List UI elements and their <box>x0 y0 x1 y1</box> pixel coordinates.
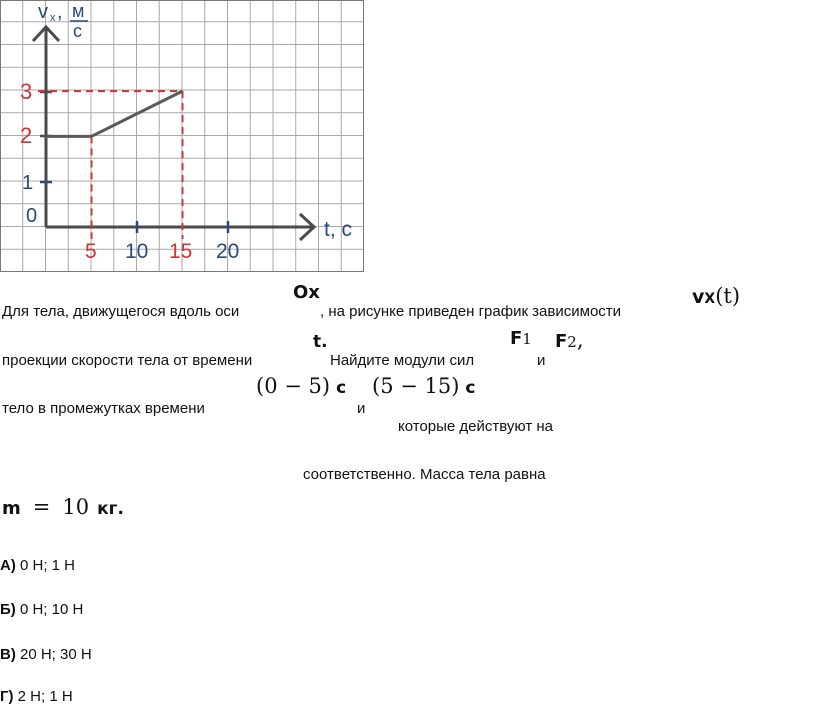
answer-option-a[interactable] <box>0 557 75 574</box>
f1-symbol: F <box>510 328 523 349</box>
answer-option-c[interactable] <box>0 646 92 663</box>
vx-argument: (t) <box>715 284 741 308</box>
mass-value: 10 <box>62 495 90 519</box>
f2-math <box>555 328 584 352</box>
answer-letter: В) <box>0 646 16 663</box>
interval-2 <box>372 374 476 398</box>
text-and-2: и <box>357 400 366 417</box>
velocity-graph <box>0 0 364 272</box>
answer-option-d[interactable] <box>0 688 73 705</box>
interval-2-value: (5 − 15) <box>372 374 460 398</box>
interval-1 <box>256 374 346 398</box>
interval-1-unit: с <box>336 378 347 398</box>
t-math: t. <box>313 332 328 352</box>
mass-math <box>2 495 124 519</box>
text-line-3: тело в промежутках времени <box>2 400 205 417</box>
text-line-2: проекции скорости тела от времени <box>2 352 253 369</box>
vx-symbol: v <box>692 286 705 308</box>
answer-letter: Г) <box>0 688 14 705</box>
x-tick-label-10: 10 <box>125 240 149 263</box>
y-tick-label-3: 3 <box>20 79 33 104</box>
x-axis-label: t, с <box>324 218 353 241</box>
text-line-4: соответственно. Масса тела равна <box>303 466 546 483</box>
y-axis-label-v: v <box>38 1 48 23</box>
mass-symbol: m <box>2 498 21 519</box>
unit-numerator: м <box>72 1 85 21</box>
x-tick-label-5: 5 <box>85 240 97 263</box>
y-tick-label-1: 1 <box>22 172 34 194</box>
interval-2-unit: с <box>465 378 476 398</box>
text-line-2b: Найдите модули сил <box>330 352 475 369</box>
mass-unit: кг. <box>97 499 124 519</box>
vx-math <box>692 284 740 308</box>
x-tick-label-15: 15 <box>169 240 193 263</box>
answer-text: 20 Н; 30 Н <box>20 646 92 663</box>
interval-1-value: (0 − 5) <box>256 374 331 398</box>
text-line-3b: которые действуют на <box>398 418 553 435</box>
f2-subscript: 2 <box>567 333 577 351</box>
text-line-1b: , на рисунке приведен график зависимости <box>320 303 622 320</box>
y-tick-label-0: 0 <box>26 205 38 227</box>
f2-comma: , <box>576 328 584 352</box>
y-axis-label-comma: , <box>57 1 63 23</box>
f1-math <box>510 328 532 349</box>
text-and-1: и <box>537 352 546 369</box>
x-tick-label-20: 20 <box>216 240 240 263</box>
f1-subscript: 1 <box>522 330 532 348</box>
answer-letter: А) <box>0 557 16 574</box>
answer-option-b[interactable] <box>0 601 83 618</box>
answer-text: 0 Н; 10 Н <box>19 601 84 618</box>
answer-letter: Б) <box>0 601 16 618</box>
y-axis-label-sub: x <box>50 12 56 24</box>
answer-text: 0 Н; 1 Н <box>20 557 76 574</box>
f2-symbol: F <box>555 331 568 352</box>
vx-subscript: X <box>704 291 716 307</box>
mass-equals: = <box>32 495 51 519</box>
answer-text: 2 Н; 1 Н <box>17 688 73 705</box>
text-line-1: Для тела, движущегося вдоль оси <box>2 303 240 320</box>
y-tick-label-2: 2 <box>20 123 33 148</box>
ox-math: Ox <box>293 282 320 303</box>
unit-denominator: с <box>73 21 82 41</box>
